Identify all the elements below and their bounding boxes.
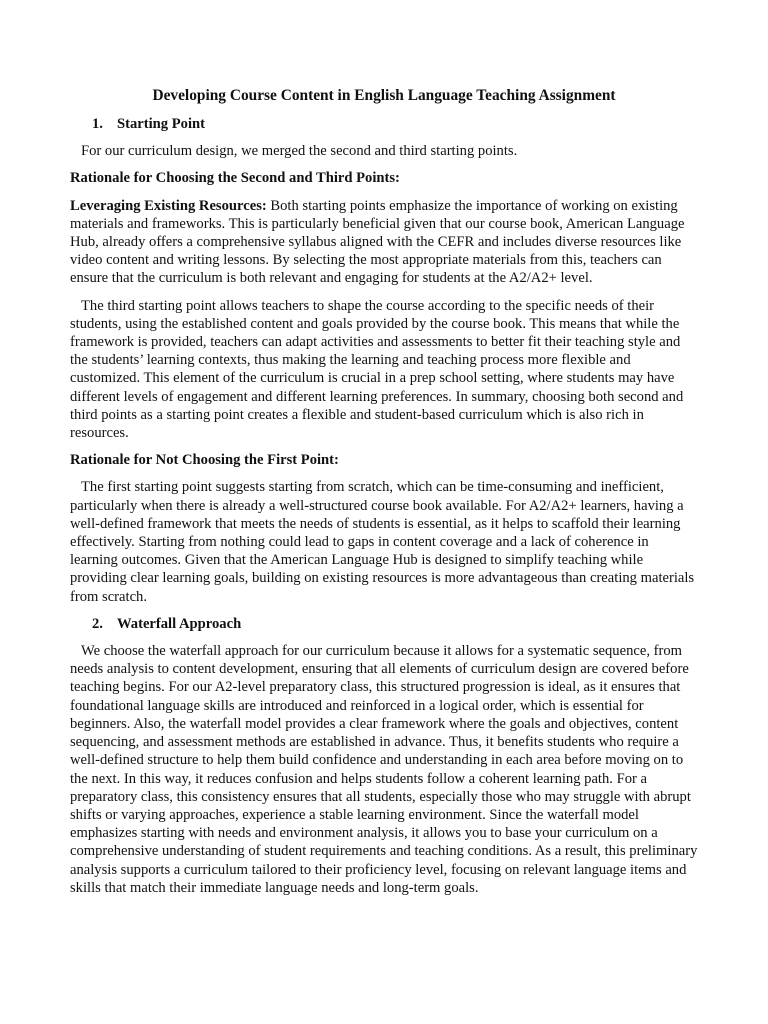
document-title: Developing Course Content in English Language Teaching Assignment: [152, 87, 616, 104]
section-number: 1.: [92, 116, 103, 132]
section-heading-starting-point: [70, 115, 698, 133]
rationale-not-choosing-heading: Rationale for Not Choosing the First Point:: [70, 452, 339, 469]
intro-paragraph: For our curriculum design, we merged the second and third starting points.: [81, 143, 518, 160]
section-heading-waterfall: [70, 615, 698, 633]
leveraging-paragraph: [70, 197, 698, 288]
leveraging-label: Leveraging Existing Resources:: [70, 197, 267, 214]
third-point-paragraph: The third starting point allows teachers to shape the course according to the specific needs of their students, using the established content and goals provided by the course book. This means that while the framework is provided, teachers can adapt activities and assessments to better fit their teaching style and the students’ learning contexts, thus making the learning and teaching process more flexible and customized. This element of the curriculum is crucial in a prep school setting, where students may have different levels of engagement and different learning preferences. In summary, choosing both second and third points as a starting point creates a flexible and student-based curriculum which is also rich in resources.: [70, 297, 684, 442]
section-title: Waterfall Approach: [117, 615, 242, 632]
section-title: Starting Point: [117, 116, 205, 132]
section-number: 2.: [92, 615, 103, 632]
waterfall-paragraph: We choose the waterfall approach for our curriculum because it allows for a systematic sequence, from needs analysis to content development, ensuring that all elements of curriculum design are covered before teaching begins. For our A2-level preparatory class, this structured progression is ideal, as it ensures that foundational language skills are introduced and reinforced in a logical order, which is essential for beginners. Also, the waterfall model provides a clear framework where the goals and objectives, content sequencing, and assessment methods are established in advance. Thus, it benefits students who require a well-defined structure to help them build confidence and understanding in each area before moving on to the next. In this way, it reduces confusion and helps students follow a coherent learning path. For a preparatory class, this consistency ensures that all students, especially those who may struggle with abrupt shifts or varying approaches, experience a stable learning environment. Since the waterfall model emphasizes starting with needs and environment analysis, it allows you to base your curriculum on a comprehensive understanding of student requirements and teaching conditions. As a result, this preliminary analysis supports a curriculum tailored to their proficiency level, focusing on relevant language items and skills that match their immediate language needs and long-term goals.: [70, 643, 698, 896]
leveraging-text: Both starting points emphasize the importance of working on existing materials and frameworks. This is particularly beneficial given that our course book, American Language Hub, already offers a comprehensive syllabus aligned with the CEFR and includes diverse resources like video content and writing lessons. By selecting the most appropriate materials from this, teachers can ensure that the curriculum is both relevant and engaging for students at the A2/A2+ level.: [70, 197, 685, 287]
rationale-choosing-heading: Rationale for Choosing the Second and Third Points:: [70, 170, 400, 187]
first-point-paragraph: The first starting point suggests starting from scratch, which can be time-consuming and inefficient, particularly when there is already a well-structured course book available. For A2/A2+ learners, having a well-defined framework that meets the needs of students is essential, as it helps to scaffold their learning effectively. Starting from nothing could lead to gaps in content coverage and a lack of coherence in learning outcomes. Given that the American Language Hub is designed to simplify teaching while providing clear learning goals, building on existing resources is more advantageous than creating materials from scratch.: [70, 479, 695, 605]
